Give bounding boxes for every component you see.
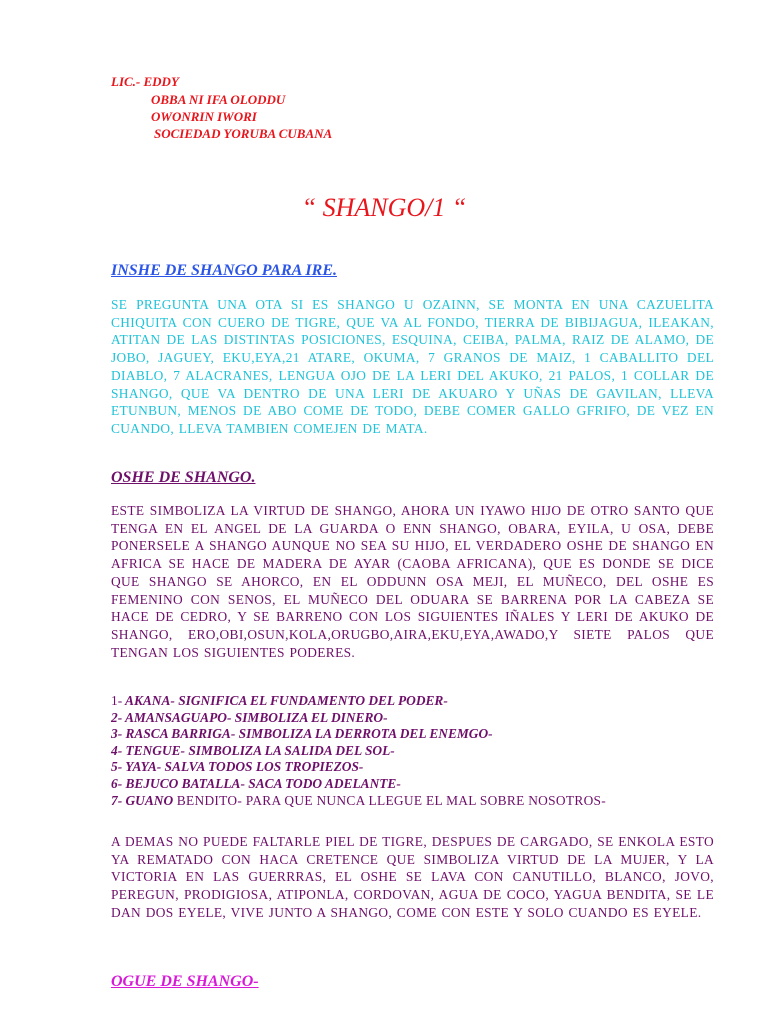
list-item: 2- AMANSAGUAPO- SIMBOLIZA EL DINERO-	[111, 709, 388, 725]
list-item: 4- TENGUE- SIMBOLIZA LA SALIDA DEL SOL-	[111, 742, 395, 758]
section-heading-oshe: OSHE DE SHANGO.	[111, 469, 256, 486]
author-line: LIC.- EDDY	[111, 74, 179, 89]
list-item: 7- GUANO BENDITO- PARA QUE NUNCA LLEGUE EL MAL SOBRE NOSOTROS-	[111, 792, 607, 808]
list-item: 5- YAYA- SALVA TODOS LOS TROPIEZOS-	[111, 759, 364, 775]
section-text-oshe-continued: A DEMAS NO PUEDE FALTARLE PIEL DE TIGRE, DESPUES DE CARGADO, SE ENKOLA ESTO YA REMATADO CON HACA CRETENCE QUE SIMBOLIZA VIRTUD DE LA MUJER, Y LA VICTORIA EN LAS GUERRRAS, EL OSHE SE LAVA CON CANUTILLO, BLANCO, JOVO, PEREGUN, PRODIGIOSA, ATIPONLA, CORDOVAN, AGUA DE COCO, YAGUA BENDITA, SE LE DAN DOS EYELE, VIVE JUNTO A SHANGO, COME CON ESTE Y SOLO CUANDO ES EYELE.	[111, 834, 714, 920]
section-heading-inshe: INSHE DE SHANGO PARA IRE.	[111, 262, 337, 279]
list-item: 6- BEJUCO BATALLA- SACA TODO ADELANTE-	[111, 775, 401, 791]
document-title: “ SHANGO/1 “	[301, 193, 467, 222]
section-text-inshe: SE PREGUNTA UNA OTA SI ES SHANGO U OZAINN, SE MONTA EN UNA CAZUELITA CHIQUITA CON CUERO DE TIGRE, QUE VA AL FONDO, TIERRA DE BIBIJAGUA, ILEAKAN, ATITAN DE LAS DISTINTAS POSICIONES, ESQUINA, CEIBA, PALMA, RAIZ DE ALAMO, DE JOBO, JAGUEY, EKU,EYA,21 ATARE, OKUMA, 7 GRANOS DE MAIZ, 1 CABALLITO DEL DIABLO, 7 ALACRANES, LENGUA OJO DE LA LERI DEL AKUKO, 21 PALOS, 1 COLLAR DE SHANGO, QUE VA DENTRO DE UNA LERI DE AKUARO Y UÑAS DE GAVILAN, LLEVA ETUNBUN, MENOS DE ABO COME DE TODO, DEBE COMER GALLO GFRIFO, DE VEZ EN CUANDO, LLEVA TAMBIEN COMEJEN DE MATA.	[111, 297, 714, 436]
organization-line: SOCIEDAD YORUBA CUBANA	[154, 126, 333, 141]
list-item: 1- AKANA- SIGNIFICA EL FUNDAMENTO DEL PODER-	[111, 693, 448, 708]
section-heading-ogue: OGUE DE SHANGO-	[111, 973, 259, 990]
author-title-line: OBBA NI IFA OLODDU	[151, 92, 286, 107]
section-text-oshe: ESTE SIMBOLIZA LA VIRTUD DE SHANGO, AHORA UN IYAWO HIJO DE OTRO SANTO QUE TENGA EN EL ANGEL DE LA GUARDA O ENN SHANGO, OBARA, EYILA, U OSA, DEBE PONERSELE A SHANGO AUNQUE NO SEA SU HIJO, EL VERDADERO OSHE DE SHANGO EN AFRICA SE HACE DE MADERA DE AYAR (CAOBA AFRICANA), QUE ES DONDE SE DICE QUE SHANGO SE AHORCO, EN EL ODDUNN OSA MEJI, EL MUÑECO, DEL OSHE ES FEMENINO CON SENOS, EL MUÑECO DEL ODUARA SE BARRENA POR LA CABEZA SE HACE DE CEDRO, Y SE BARRENO CON LOS SIGUIENTES IÑALES Y LERI DE AKUKO DE SHANGO, ERO,OBI,OSUN,KOLA,ORUGBO,AIRA,EKU,EYA,AWADO,Y SIETE PALOS QUE TENGAN LOS SIGUIENTES PODERES.	[111, 503, 714, 660]
powers-list	[111, 693, 731, 809]
author-odu-line: OWONRIN IWORI	[151, 109, 257, 124]
list-item: 3- RASCA BARRIGA- SIMBOLIZA LA DERROTA DEL ENEMGO-	[111, 726, 493, 742]
